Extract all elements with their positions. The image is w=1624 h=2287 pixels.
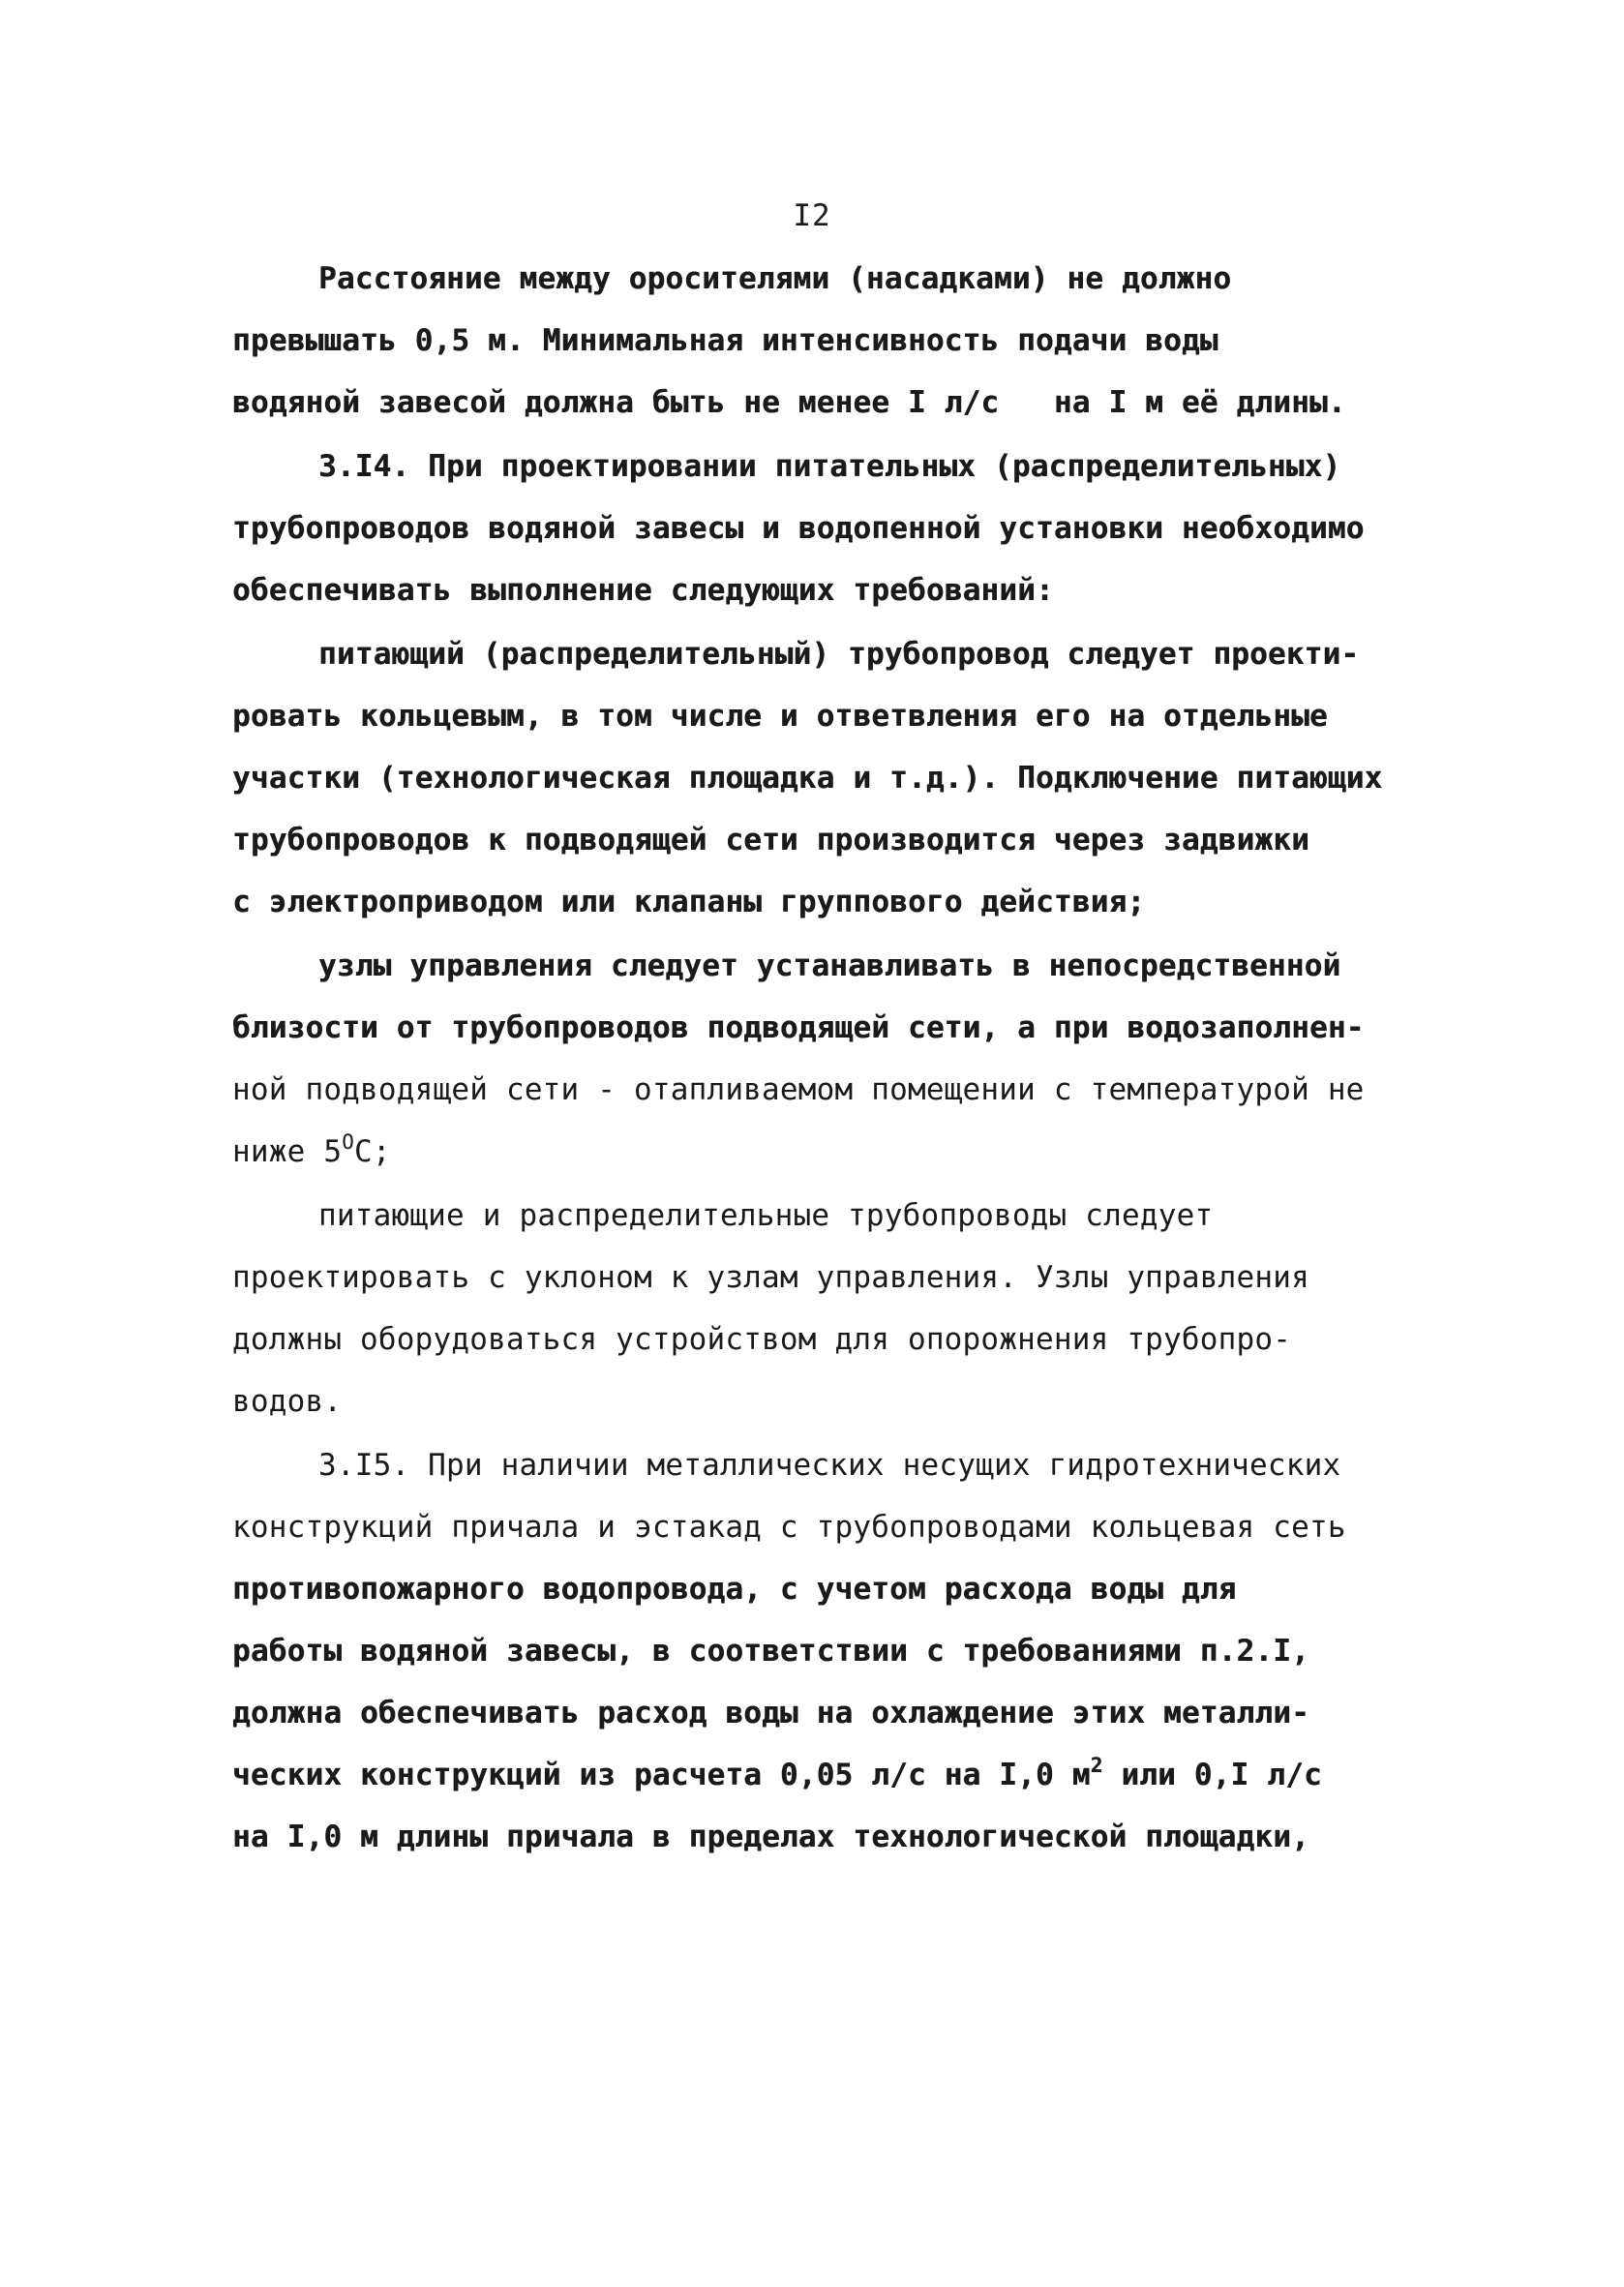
text-line: водяной завесой должна быть не менее I л/с на I м её длины. <box>232 385 1346 420</box>
text-fragment: ниже 5 <box>232 1134 343 1169</box>
text-line: узлы управления следует устанавливать в непосредственной <box>318 948 1341 983</box>
text-line: близости от трубопроводов подводящей сети, а при водозаполнен- <box>232 1010 1365 1045</box>
text-line: 3.I4. При проектировании питательных (распределительных) <box>318 449 1341 484</box>
text-line: с электроприводом или клапаны группового действия; <box>232 885 1146 919</box>
text-line: Расстояние между оросителями (насадками) не должно <box>318 261 1232 296</box>
text-line: участки (технологическая площадка и т.д.). Подключение питающих <box>232 761 1383 796</box>
degree-superscript: O <box>342 1130 355 1154</box>
text-line: конструкций причала и эстакад с трубопроводами кольцевая сеть <box>232 1510 1346 1545</box>
text-line: должна обеспечивать расход воды на охлаждение этих металли- <box>232 1696 1309 1730</box>
text-line <box>232 1756 1322 1794</box>
text-line: противопожарного водопровода, с учетом расхода воды для <box>232 1572 1237 1607</box>
text-line: питающий (распределительный) трубопровод следует проекти- <box>318 637 1360 672</box>
text-fragment: C; <box>354 1134 391 1169</box>
text-line: 3.I5. При наличии металлических несущих гидротехнических <box>318 1448 1341 1483</box>
text-line: на I,0 м длины причала в пределах технологической площадки, <box>232 1820 1309 1854</box>
text-line: трубопроводов водяной завесы и водопенной установки необходимо <box>232 511 1365 546</box>
text-line: превышать 0,5 м. Минимальная интенсивность подачи воды <box>232 323 1218 358</box>
text-line: трубопроводов к подводящей сети производится через задвижки <box>232 823 1309 858</box>
text-line <box>232 1132 391 1171</box>
text-line: питающие и распределительные трубопроводы следует <box>318 1198 1214 1233</box>
square-superscript: 2 <box>1090 1754 1103 1777</box>
text-line: работы водяной завесы, в соответствии с требованиями п.2.I, <box>232 1634 1309 1669</box>
text-line: проектировать с уклоном к узлам управления. Узлы управления <box>232 1260 1309 1295</box>
text-line: обеспечивать выполнение следующих требований: <box>232 573 1054 608</box>
text-fragment: ческих конструкций из расчета 0,05 л/с на I,0 м <box>232 1758 1091 1792</box>
text-line: ной подводящей сети - отапливаемом помещении с температурой не <box>232 1072 1365 1107</box>
page-number: I2 <box>793 198 831 233</box>
text-line: ровать кольцевым, в том числе и ответвления его на отдельные <box>232 699 1328 734</box>
text-line: водов. <box>232 1384 343 1419</box>
text-line: должны оборудоваться устройством для опорожнения трубопро- <box>232 1322 1292 1357</box>
text-fragment: или 0,I л/с <box>1121 1758 1322 1792</box>
